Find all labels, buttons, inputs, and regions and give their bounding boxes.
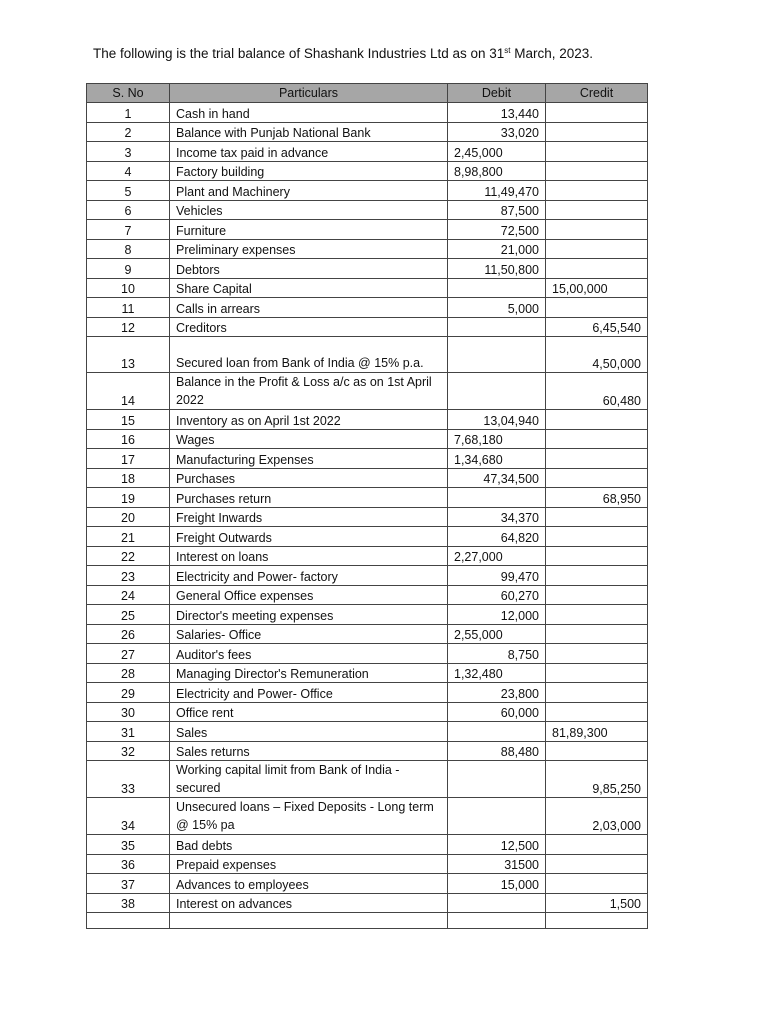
table-row <box>87 566 648 586</box>
row-sno: 36 <box>87 854 170 874</box>
row-particulars: Electricity and Power- Office <box>170 683 448 703</box>
row-credit <box>546 239 648 259</box>
row-sno: 34 <box>87 798 170 835</box>
row-debit: 13,04,940 <box>448 410 546 430</box>
table-row <box>87 798 648 835</box>
row-debit: 60,000 <box>448 702 546 722</box>
row-credit <box>546 702 648 722</box>
row-debit: 8,750 <box>448 644 546 664</box>
row-debit: 11,50,800 <box>448 259 546 279</box>
table-row <box>87 507 648 527</box>
row-credit <box>546 298 648 318</box>
row-sno: 24 <box>87 585 170 605</box>
row-debit <box>448 798 546 835</box>
row-sno: 4 <box>87 161 170 181</box>
row-credit <box>546 220 648 240</box>
table-row <box>87 741 648 761</box>
row-sno: 12 <box>87 317 170 337</box>
row-particulars: General Office expenses <box>170 585 448 605</box>
row-credit <box>546 835 648 855</box>
row-debit <box>448 317 546 337</box>
row-credit <box>546 546 648 566</box>
table-row <box>87 488 648 508</box>
row-credit <box>546 468 648 488</box>
row-particulars: Advances to employees <box>170 874 448 894</box>
row-debit: 5,000 <box>448 298 546 318</box>
row-sno: 3 <box>87 142 170 162</box>
row-sno: 7 <box>87 220 170 240</box>
row-particulars: Furniture <box>170 220 448 240</box>
row-credit <box>546 200 648 220</box>
row-credit: 68,950 <box>546 488 648 508</box>
table-row <box>87 468 648 488</box>
row-sno: 5 <box>87 181 170 201</box>
row-particulars: Calls in arrears <box>170 298 448 318</box>
row-particulars: Wages <box>170 429 448 449</box>
table-row <box>87 337 648 373</box>
row-particulars: Freight Inwards <box>170 507 448 527</box>
row-debit: 33,020 <box>448 122 546 142</box>
table-body <box>87 103 648 929</box>
row-sno: 23 <box>87 566 170 586</box>
row-credit <box>546 122 648 142</box>
row-credit: 4,50,000 <box>546 337 648 373</box>
table-row <box>87 220 648 240</box>
row-sno: 16 <box>87 429 170 449</box>
row-debit: 1,34,680 <box>448 449 546 469</box>
row-credit <box>546 741 648 761</box>
row-debit <box>448 337 546 373</box>
row-debit: 23,800 <box>448 683 546 703</box>
row-sno: 1 <box>87 103 170 123</box>
row-debit: 60,270 <box>448 585 546 605</box>
row-debit: 64,820 <box>448 527 546 547</box>
row-credit <box>546 854 648 874</box>
row-sno: 29 <box>87 683 170 703</box>
table-row <box>87 181 648 201</box>
table-row <box>87 373 648 410</box>
row-sno: 15 <box>87 410 170 430</box>
table-row <box>87 122 648 142</box>
table-row <box>87 835 648 855</box>
table-row <box>87 644 648 664</box>
row-sno: 28 <box>87 663 170 683</box>
row-debit: 34,370 <box>448 507 546 527</box>
row-debit: 7,68,180 <box>448 429 546 449</box>
row-sno: 35 <box>87 835 170 855</box>
row-sno: 2 <box>87 122 170 142</box>
table-row <box>87 761 648 798</box>
row-credit <box>546 142 648 162</box>
row-debit: 99,470 <box>448 566 546 586</box>
row-debit <box>448 488 546 508</box>
row-sno: 26 <box>87 624 170 644</box>
row-particulars: Freight Outwards <box>170 527 448 547</box>
row-particulars: Income tax paid in advance <box>170 142 448 162</box>
row-credit <box>546 566 648 586</box>
row-credit: 1,500 <box>546 893 648 913</box>
row-credit: 9,85,250 <box>546 761 648 798</box>
intro-text <box>93 46 593 61</box>
intro-text-main: The following is the trial balance of Shashank Industries Ltd as on 31 <box>93 46 505 61</box>
row-particulars: Managing Director's Remuneration <box>170 663 448 683</box>
empty-cell <box>448 913 546 929</box>
row-credit <box>546 449 648 469</box>
row-debit: 2,55,000 <box>448 624 546 644</box>
row-particulars: Interest on loans <box>170 546 448 566</box>
table-row <box>87 410 648 430</box>
row-sno: 6 <box>87 200 170 220</box>
row-sno: 20 <box>87 507 170 527</box>
row-credit <box>546 259 648 279</box>
row-particulars: Debtors <box>170 259 448 279</box>
row-sno: 31 <box>87 722 170 742</box>
table-row <box>87 874 648 894</box>
table-header-row <box>87 84 648 103</box>
table-row <box>87 546 648 566</box>
row-particulars: Balance in the Profit & Loss a/c as on 1st April 2022 <box>170 373 448 410</box>
row-credit <box>546 181 648 201</box>
row-credit: 60,480 <box>546 373 648 410</box>
row-particulars: Director's meeting expenses <box>170 605 448 625</box>
table-row <box>87 259 648 279</box>
row-sno: 9 <box>87 259 170 279</box>
row-debit: 12,500 <box>448 835 546 855</box>
empty-cell <box>170 913 448 929</box>
row-particulars: Electricity and Power- factory <box>170 566 448 586</box>
row-particulars: Prepaid expenses <box>170 854 448 874</box>
row-credit <box>546 410 648 430</box>
table-row <box>87 429 648 449</box>
table-row <box>87 449 648 469</box>
row-credit <box>546 624 648 644</box>
row-debit: 87,500 <box>448 200 546 220</box>
row-debit: 13,440 <box>448 103 546 123</box>
row-sno: 14 <box>87 373 170 410</box>
row-sno: 13 <box>87 337 170 373</box>
row-particulars: Sales returns <box>170 741 448 761</box>
table-row <box>87 702 648 722</box>
row-particulars: Interest on advances <box>170 893 448 913</box>
row-sno: 10 <box>87 278 170 298</box>
row-particulars: Office rent <box>170 702 448 722</box>
row-particulars: Share Capital <box>170 278 448 298</box>
row-credit <box>546 874 648 894</box>
row-credit: 6,45,540 <box>546 317 648 337</box>
intro-text-end: March, 2023. <box>510 46 594 61</box>
intro-ordinal-suffix: st <box>504 46 511 55</box>
row-debit: 47,34,500 <box>448 468 546 488</box>
row-sno: 32 <box>87 741 170 761</box>
row-particulars: Working capital limit from Bank of India - secured <box>170 761 448 798</box>
empty-cell <box>87 913 170 929</box>
table-row <box>87 624 648 644</box>
table-row <box>87 663 648 683</box>
row-sno: 27 <box>87 644 170 664</box>
row-credit <box>546 663 648 683</box>
row-debit: 8,98,800 <box>448 161 546 181</box>
header-debit: Debit <box>448 84 546 103</box>
row-credit <box>546 103 648 123</box>
row-particulars: Bad debts <box>170 835 448 855</box>
table-row <box>87 893 648 913</box>
row-debit <box>448 761 546 798</box>
row-particulars: Manufacturing Expenses <box>170 449 448 469</box>
row-sno: 30 <box>87 702 170 722</box>
row-debit: 11,49,470 <box>448 181 546 201</box>
row-credit <box>546 605 648 625</box>
row-particulars: Salaries- Office <box>170 624 448 644</box>
row-debit: 72,500 <box>448 220 546 240</box>
row-debit <box>448 722 546 742</box>
row-sno: 8 <box>87 239 170 259</box>
row-sno: 21 <box>87 527 170 547</box>
row-particulars: Purchases return <box>170 488 448 508</box>
table-row-empty <box>87 913 648 929</box>
row-sno: 18 <box>87 468 170 488</box>
row-particulars: Secured loan from Bank of India @ 15% p.a. <box>170 337 448 373</box>
row-particulars: Cash in hand <box>170 103 448 123</box>
table-row <box>87 298 648 318</box>
table-row <box>87 103 648 123</box>
row-credit <box>546 527 648 547</box>
row-debit: 2,27,000 <box>448 546 546 566</box>
row-credit: 15,00,000 <box>546 278 648 298</box>
row-sno: 33 <box>87 761 170 798</box>
row-particulars: Preliminary expenses <box>170 239 448 259</box>
header-credit: Credit <box>546 84 648 103</box>
row-particulars: Plant and Machinery <box>170 181 448 201</box>
row-debit: 15,000 <box>448 874 546 894</box>
table-row <box>87 605 648 625</box>
row-debit: 88,480 <box>448 741 546 761</box>
row-particulars: Sales <box>170 722 448 742</box>
row-credit <box>546 683 648 703</box>
table-row <box>87 239 648 259</box>
row-credit: 81,89,300 <box>546 722 648 742</box>
row-particulars: Purchases <box>170 468 448 488</box>
row-credit <box>546 161 648 181</box>
table-row <box>87 200 648 220</box>
header-particulars: Particulars <box>170 84 448 103</box>
row-particulars: Inventory as on April 1st 2022 <box>170 410 448 430</box>
table-row <box>87 142 648 162</box>
row-debit: 31500 <box>448 854 546 874</box>
row-credit <box>546 585 648 605</box>
row-debit: 1,32,480 <box>448 663 546 683</box>
row-credit <box>546 429 648 449</box>
row-debit: 21,000 <box>448 239 546 259</box>
row-sno: 11 <box>87 298 170 318</box>
row-sno: 22 <box>87 546 170 566</box>
row-credit <box>546 507 648 527</box>
row-particulars: Creditors <box>170 317 448 337</box>
row-sno: 25 <box>87 605 170 625</box>
row-particulars: Unsecured loans – Fixed Deposits - Long term @ 15% pa <box>170 798 448 835</box>
row-debit <box>448 373 546 410</box>
empty-cell <box>546 913 648 929</box>
row-particulars: Factory building <box>170 161 448 181</box>
table-row <box>87 317 648 337</box>
row-particulars: Vehicles <box>170 200 448 220</box>
row-sno: 37 <box>87 874 170 894</box>
table-row <box>87 161 648 181</box>
table-row <box>87 683 648 703</box>
header-sno: S. No <box>87 84 170 103</box>
table-row <box>87 854 648 874</box>
table-row <box>87 278 648 298</box>
row-credit <box>546 644 648 664</box>
table-row <box>87 585 648 605</box>
row-particulars: Balance with Punjab National Bank <box>170 122 448 142</box>
table-row <box>87 527 648 547</box>
row-sno: 19 <box>87 488 170 508</box>
row-debit <box>448 893 546 913</box>
row-debit: 2,45,000 <box>448 142 546 162</box>
table-row <box>87 722 648 742</box>
row-debit <box>448 278 546 298</box>
row-sno: 17 <box>87 449 170 469</box>
row-credit: 2,03,000 <box>546 798 648 835</box>
row-debit: 12,000 <box>448 605 546 625</box>
row-sno: 38 <box>87 893 170 913</box>
trial-balance-table <box>86 83 648 929</box>
row-particulars: Auditor's fees <box>170 644 448 664</box>
